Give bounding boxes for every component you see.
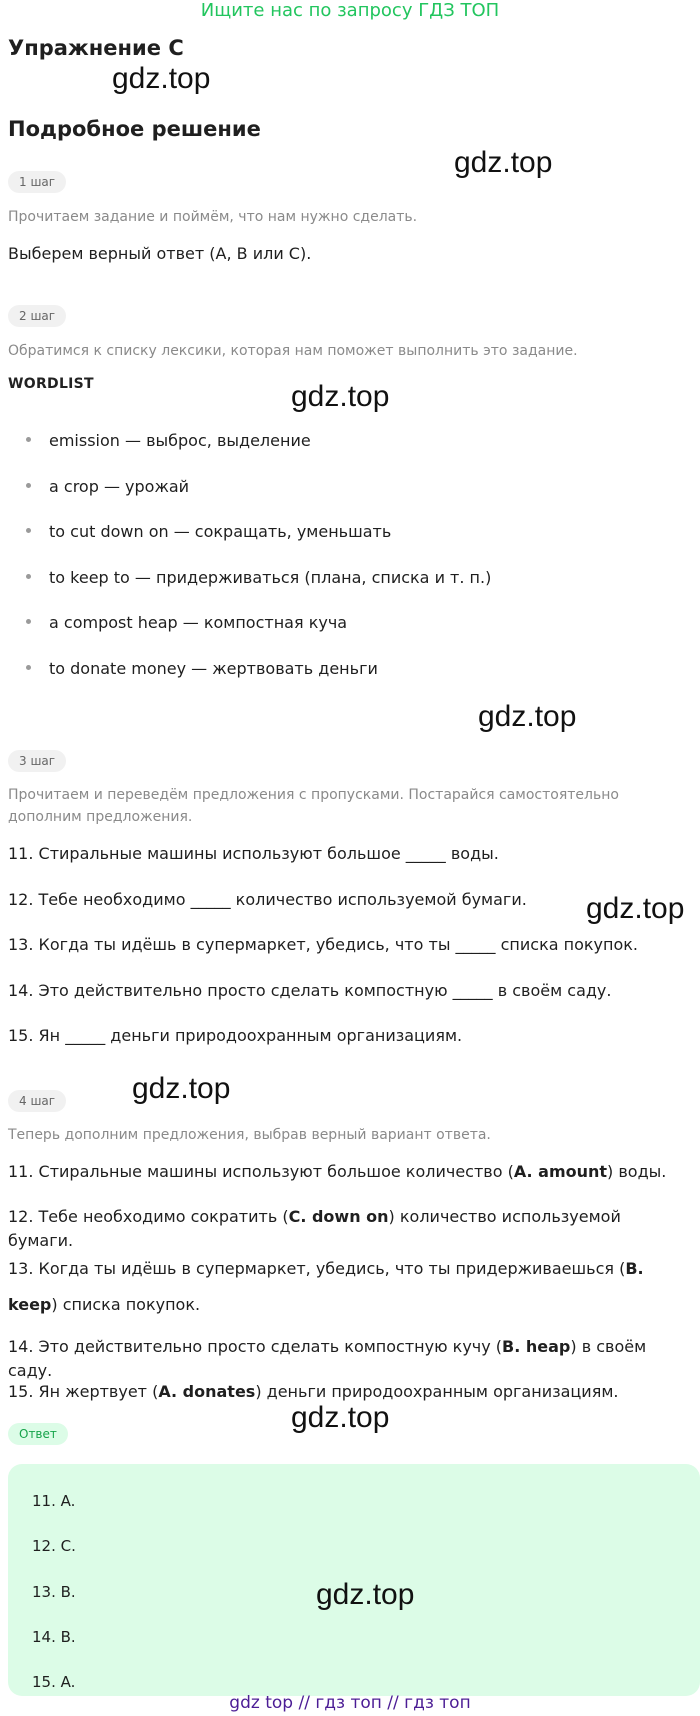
bullet-icon (26, 528, 31, 533)
watermark: gdz.top (132, 1072, 231, 1105)
watermark: gdz.top (586, 892, 685, 925)
wordlist-title: WORDLIST (8, 376, 94, 392)
filled-sentence: 12. Тебе необходимо сократить (C. down on) количество используемой бумаги. (8, 1207, 621, 1250)
filled-sentence: 11. Стиральные машины используют большое количество (A. amount) воды. (8, 1162, 667, 1181)
watermark: gdz.top (454, 146, 553, 179)
step-4-badge: 4 шаг (8, 1090, 66, 1112)
watermark: gdz.top (291, 380, 390, 413)
step-1-text: Выберем верный ответ (A, B или C). (8, 244, 312, 263)
answer-item: 14. B. (32, 1628, 76, 1646)
watermark: gdz.top (112, 62, 211, 95)
watermark: gdz.top (316, 1578, 415, 1611)
gap-sentence: 12. Тебе необходимо _____ количество используемой бумаги. (8, 890, 527, 909)
answer-item: 15. A. (32, 1673, 76, 1691)
answer-item: 12. C. (32, 1537, 76, 1555)
wordlist-item: to cut down on — сокращать, уменьшать (26, 521, 391, 543)
step-2-badge: 2 шаг (8, 305, 66, 327)
step-1-badge: 1 шаг (8, 171, 66, 193)
answer-item: 11. A. (32, 1492, 76, 1510)
wordlist-item: emission — выброс, выделение (26, 430, 311, 452)
step-1-hint: Прочитаем задание и поймём, что нам нужно сделать. (8, 209, 418, 225)
step-4-hint: Теперь дополним предложения, выбрав верный вариант ответа. (8, 1127, 491, 1143)
bullet-icon (26, 437, 31, 442)
top-banner[interactable]: Ищите нас по запросу ГДЗ ТОП (200, 0, 500, 21)
gap-sentence: 15. Ян _____ деньги природоохранным организациям. (8, 1026, 463, 1045)
watermark: gdz.top (291, 1401, 390, 1434)
gap-sentence: 13. Когда ты идёшь в супермаркет, убедись, что ты _____ списка покупок. (8, 935, 639, 954)
wordlist-item: a crop — урожай (26, 476, 189, 498)
wordlist-item: to keep to — придерживаться (плана, списка и т. п.) (26, 567, 491, 589)
filled-sentence: 14. Это действительно просто сделать компостную кучу (B. heap) в своём саду. (8, 1337, 647, 1380)
answer-item: 13. B. (32, 1583, 76, 1601)
bullet-icon (26, 665, 31, 670)
filled-sentence: 13. Когда ты идёшь в супермаркет, убедись, что ты придерживаешься (B. keep) списка покупок. (8, 1259, 644, 1314)
wordlist-item: to donate money — жертвовать деньги (26, 658, 378, 680)
bullet-icon (26, 619, 31, 624)
watermark: gdz.top (478, 700, 577, 733)
answer-badge: Ответ (8, 1423, 68, 1445)
gap-sentence: 14. Это действительно просто сделать компостную _____ в своём саду. (8, 981, 612, 1000)
gap-sentence: 11. Стиральные машины используют большое _____ воды. (8, 844, 499, 863)
bullet-icon (26, 483, 31, 488)
filled-sentence: 15. Ян жертвует (A. donates) деньги природоохранным организациям. (8, 1382, 619, 1401)
wordlist-item: a compost heap — компостная куча (26, 612, 347, 634)
step-3-badge: 3 шаг (8, 750, 66, 772)
bullet-icon (26, 574, 31, 579)
footer-links[interactable]: gdz top // гдз топ // гдз топ (229, 1693, 471, 1713)
step-3-hint: Прочитаем и переведём предложения с пропусками. Постарайся самостоятельно дополним предложения. (8, 787, 619, 825)
solution-title: Подробное решение (8, 117, 261, 141)
step-2-hint: Обратимся к списку лексики, которая нам поможет выполнить это задание. (8, 343, 578, 359)
exercise-title: Упражнение C (8, 36, 184, 60)
